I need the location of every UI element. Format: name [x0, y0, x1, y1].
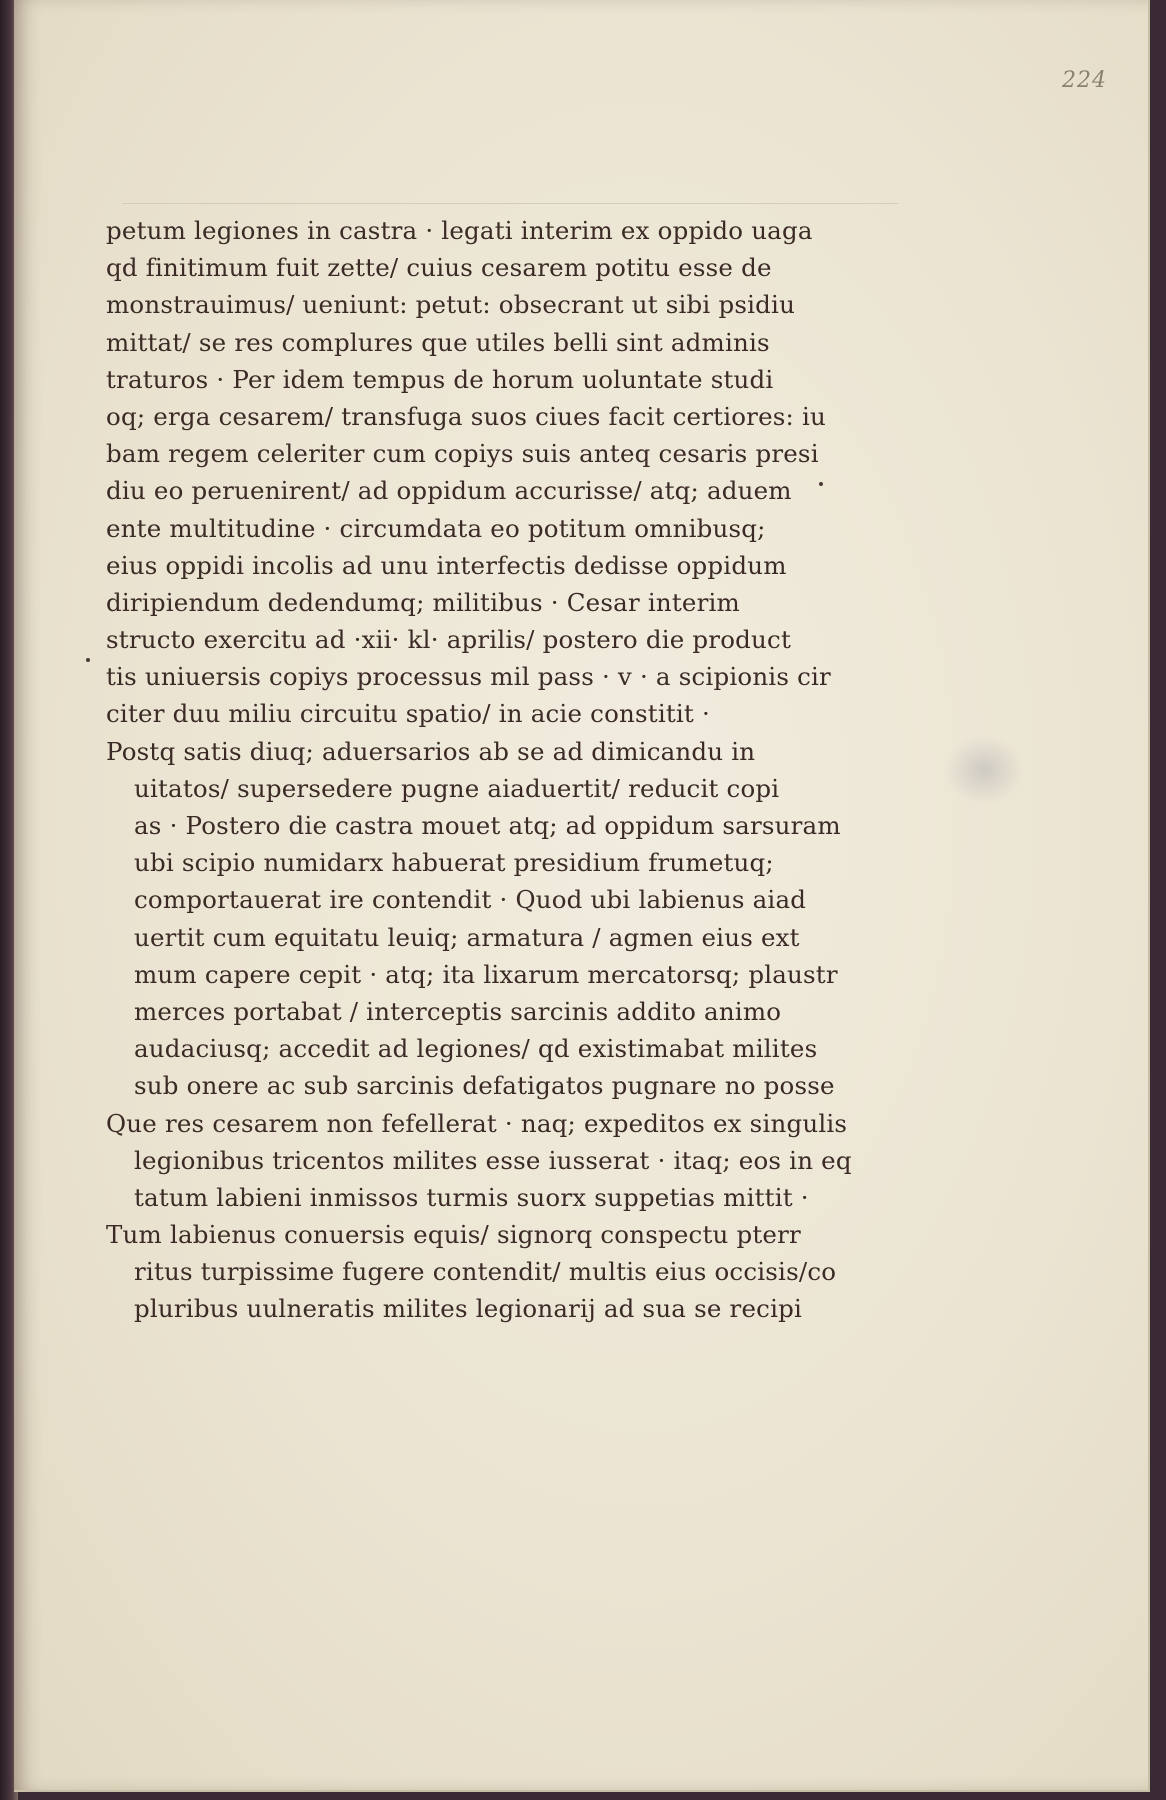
- text-line: uitatos/ supersedere pugne aiaduertit/ reducit copi: [134, 773, 780, 803]
- text-line: ente multitudine · circumdata eo potitum omnibusq;: [106, 513, 766, 543]
- margin-mark: [86, 658, 90, 662]
- text-line: ritus turpissime fugere contendit/ multis eius occisis/co: [134, 1257, 837, 1287]
- ruling-line: [122, 203, 898, 204]
- text-line: comportauerat ire contendit · Quod ubi labienus aiad: [134, 885, 807, 915]
- text-line: citer duu miliu circuitu spatio/ in acie constitit ·: [106, 699, 710, 729]
- text-line: mittat/ se res complures que utiles belli sint adminis: [106, 327, 770, 357]
- text-line: as · Postero die castra mouet atq; ad oppidum sarsuram: [134, 811, 841, 840]
- text-line: tatum labieni inmissos turmis suorx suppetias mittit ·: [134, 1182, 809, 1212]
- text-line: tis uniuersis copiys processus mil pass · v · a scipionis cir: [106, 662, 831, 692]
- text-line: oq; erga cesarem/ transfuga suos ciues facit certiores: iu: [106, 401, 827, 431]
- text-line: legionibus tricentos milites esse iusserat · itaq; eos in eq: [134, 1145, 852, 1175]
- text-line: Que res cesarem non fefellerat · naq; expeditos ex singulis: [106, 1108, 848, 1138]
- text-line: petum legiones in castra · legati interim ex oppido uaga: [106, 216, 813, 245]
- text-line: ubi scipio numidarx habuerat presidium frumetuq;: [134, 848, 774, 878]
- text-line: diripiendum dedendumq; militibus · Cesar interim: [106, 587, 740, 617]
- text-line: eius oppidi incolis ad unu interfectis dedisse oppidum: [106, 550, 787, 580]
- text-line: traturos · Per idem tempus de horum uoluntate studi: [106, 364, 774, 394]
- text-line: bam regem celeriter cum copiys suis anteq cesaris presi: [106, 439, 819, 469]
- text-line: Postq satis diuq; aduersarios ab se ad dimicandu in: [106, 736, 756, 766]
- manuscript-page: [14, 0, 1150, 1792]
- text-line: sub onere ac sub sarcinis defatigatos pugnare no posse: [134, 1071, 835, 1101]
- text-line: mum capere cepit · atq; ita lixarum mercatorsq; plaustr: [134, 959, 838, 989]
- text-line: uertit cum equitatu leuiq; armatura / agmen eius ext: [134, 922, 800, 952]
- text-line: diu eo peruenirent/ ad oppidum accurisse/ atq; aduem: [106, 476, 792, 506]
- text-line: structo exercitu ad ·xii· kl· aprilis/ postero die product: [106, 625, 792, 655]
- text-line: monstrauimus/ ueniunt: petut: obsecrant ut sibi psidiu: [106, 290, 796, 320]
- text-line: Tum labienus conuersis equis/ signorq conspectu pterr: [106, 1220, 801, 1250]
- text-line: audaciusq; accedit ad legiones/ qd existimabat milites: [134, 1034, 818, 1064]
- text-line: qd finitimum fuit zette/ cuius cesarem potitu esse de: [106, 253, 772, 283]
- text-line: pluribus uulneratis milites legionarij ad sua se recipi: [134, 1294, 803, 1324]
- parchment-stain: [944, 735, 1024, 805]
- manuscript-text-block: [106, 212, 906, 1328]
- text-line: merces portabat / interceptis sarcinis addito animo: [134, 996, 782, 1026]
- folio-number: 224: [1062, 68, 1107, 93]
